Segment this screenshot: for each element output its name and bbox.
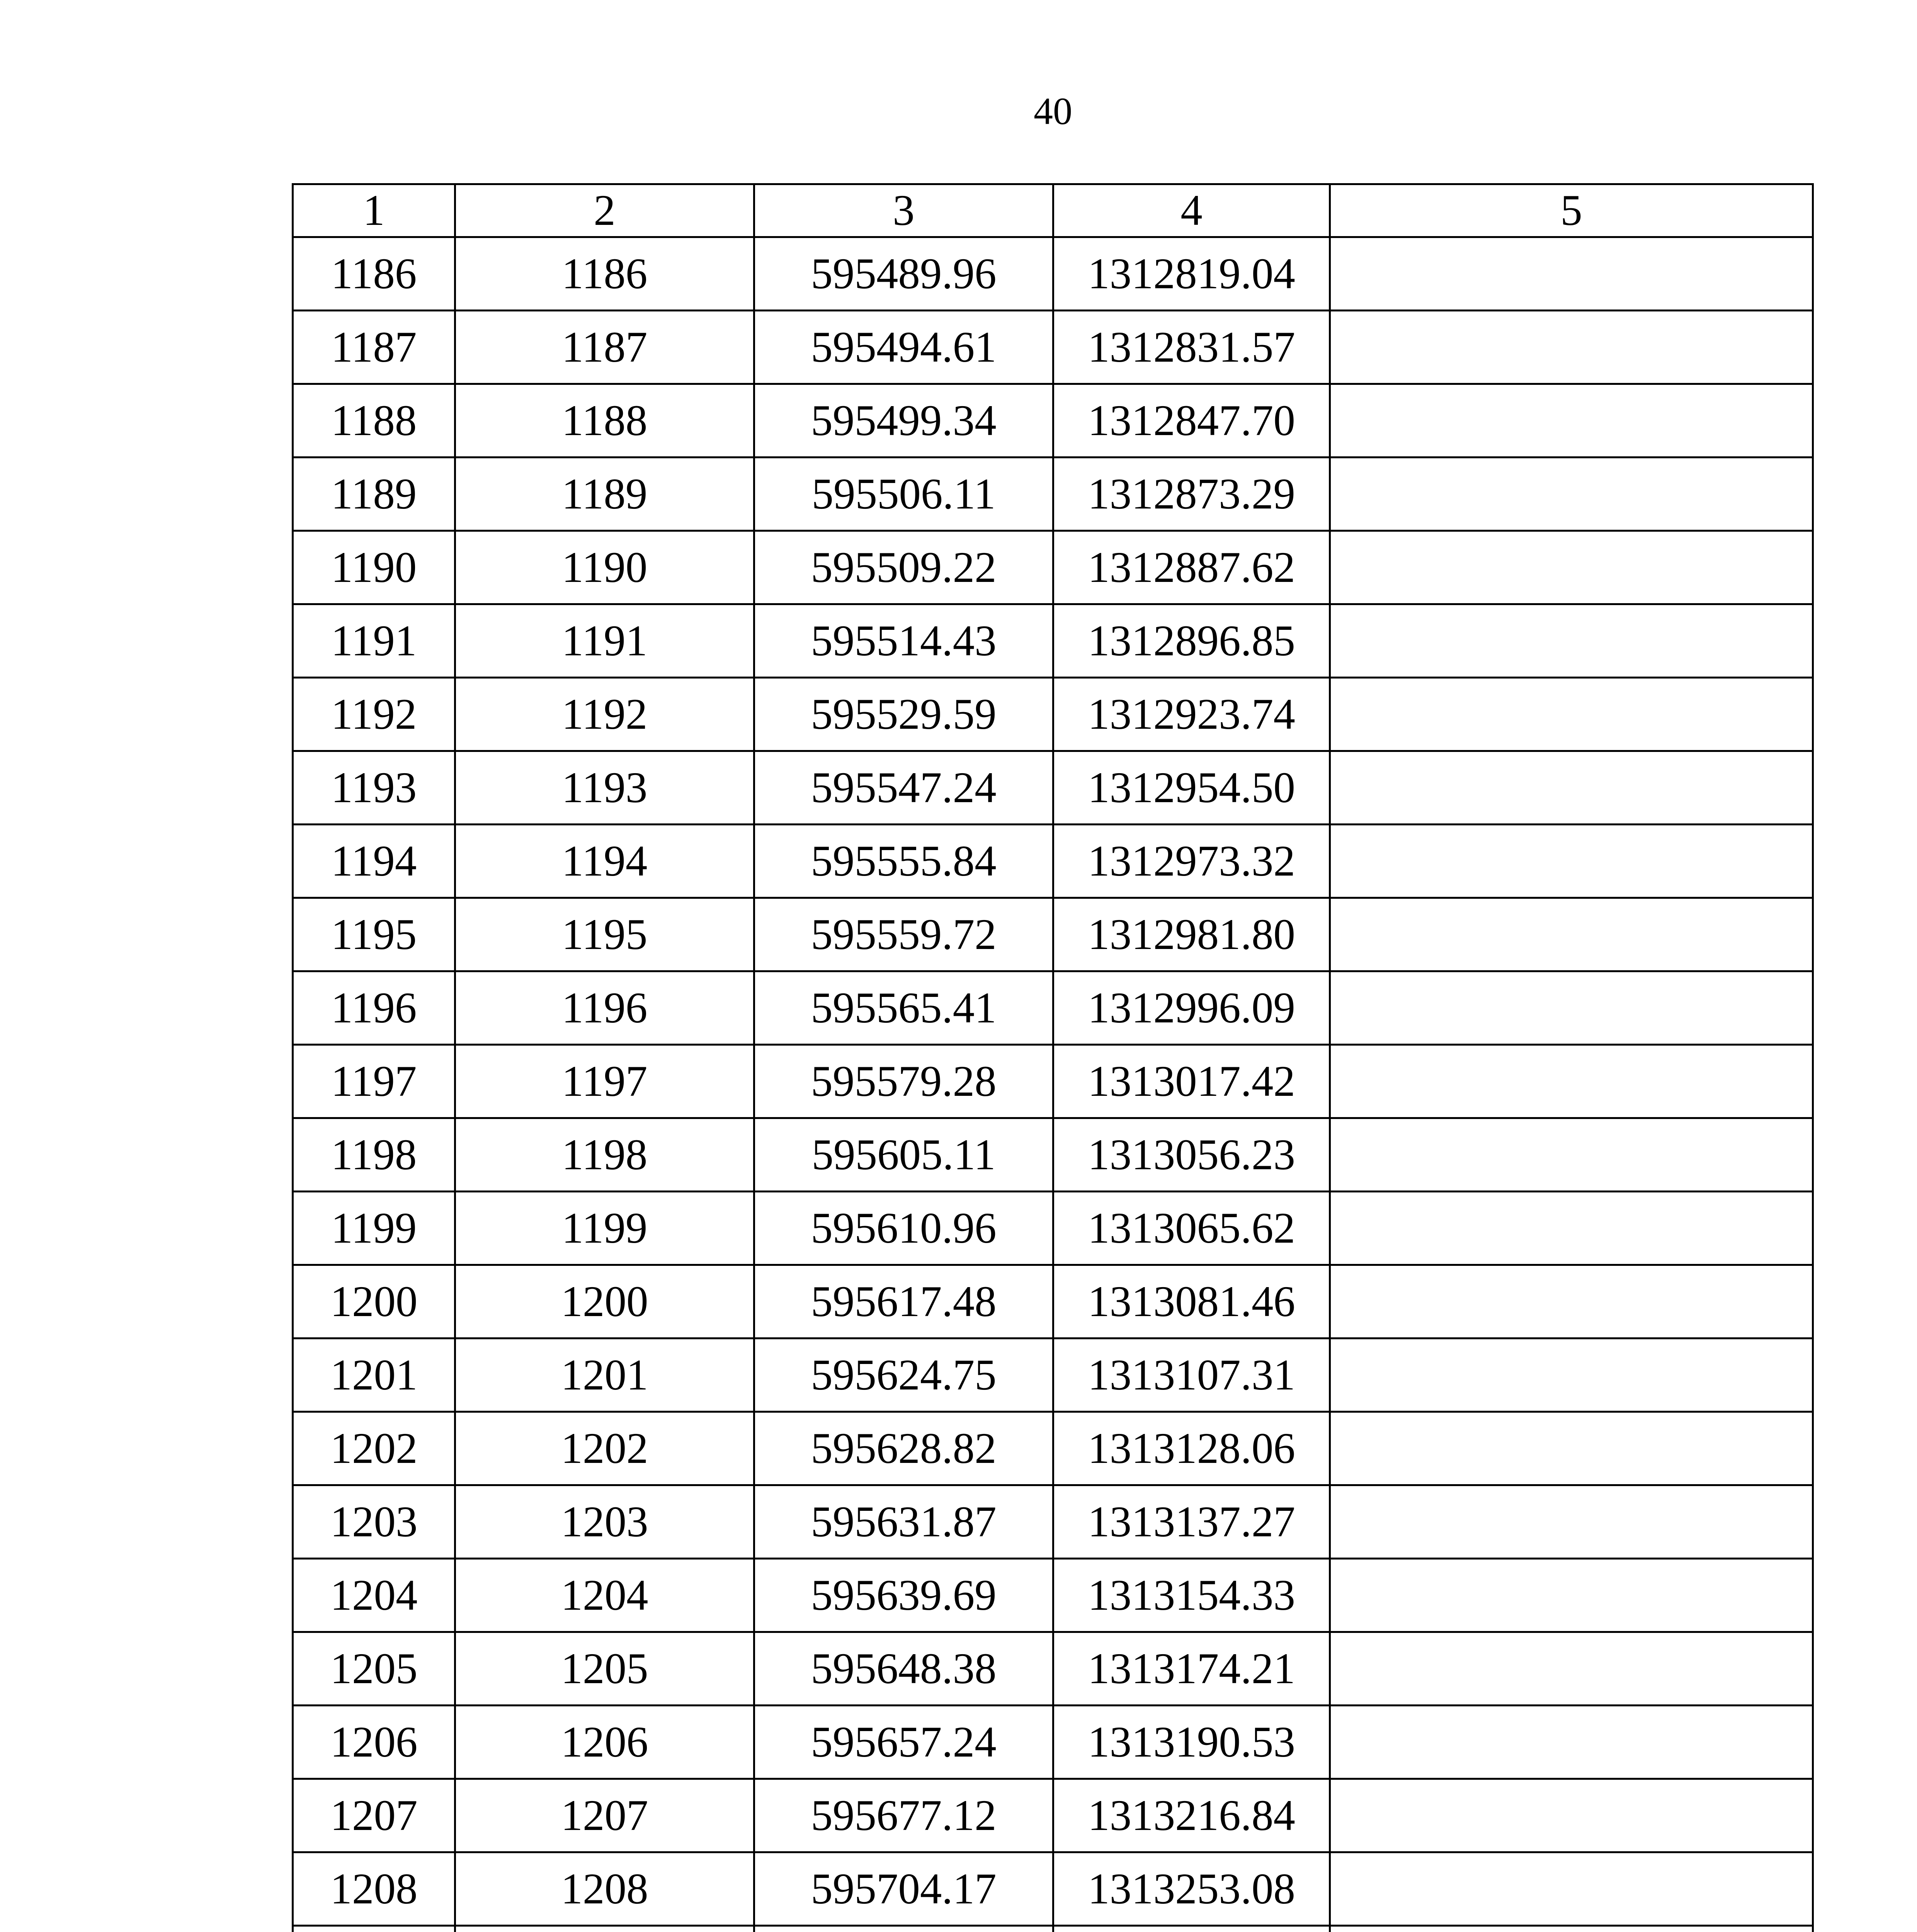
cell-note — [1330, 1706, 1813, 1779]
cell-point-number: 1204 — [293, 1559, 455, 1632]
cell-coordinate-y: 1312973.32 — [1053, 825, 1330, 898]
cell-point-number: 1206 — [293, 1706, 455, 1779]
cell-point-id: 1190 — [455, 531, 754, 604]
cell-note — [1330, 1852, 1813, 1926]
cell-note — [1330, 1338, 1813, 1412]
cell-coordinate-y: 1312896.85 — [1053, 604, 1330, 678]
cell-coordinate-y: 1313056.23 — [1053, 1118, 1330, 1192]
cell-point-id: 1202 — [455, 1412, 754, 1485]
cell-note — [1330, 1412, 1813, 1485]
cell-note — [1330, 971, 1813, 1045]
cell-point-id: 1198 — [455, 1118, 754, 1192]
cell-coordinate-y: 1312873.29 — [1053, 457, 1330, 531]
table-row — [293, 1559, 1813, 1632]
cell-point-id: 1208 — [455, 1852, 754, 1926]
table-row — [293, 531, 1813, 604]
cell-coordinate-x: 595677.12 — [754, 1779, 1053, 1852]
cell-point-id: 1204 — [455, 1559, 754, 1632]
table-header — [293, 184, 1813, 237]
cell-coordinate-x: 595704.17 — [754, 1852, 1053, 1926]
cell-point-id: 1196 — [455, 971, 754, 1045]
cell-point-number: 1202 — [293, 1412, 455, 1485]
column-header-5: 5 — [1330, 184, 1813, 237]
table-row — [293, 1706, 1813, 1779]
cell-coordinate-x: 595617.48 — [754, 1265, 1053, 1338]
cell-note — [1330, 1779, 1813, 1852]
column-header-4: 4 — [1053, 184, 1330, 237]
cell-note — [1330, 457, 1813, 531]
table-row — [293, 1338, 1813, 1412]
cell-point-id: 1187 — [455, 311, 754, 384]
cell-coordinate-x: 595631.87 — [754, 1485, 1053, 1559]
cell-coordinate-x: 595547.24 — [754, 751, 1053, 825]
cell-coordinate-y: 1313065.62 — [1053, 1192, 1330, 1265]
cell-coordinate-y: 1313017.42 — [1053, 1045, 1330, 1118]
cell-coordinate-y: 1312887.62 — [1053, 531, 1330, 604]
cell-point-id: 1186 — [455, 237, 754, 311]
cell-point-id: 1189 — [455, 457, 754, 531]
table-row — [293, 1265, 1813, 1338]
cell-coordinate-x: 595628.82 — [754, 1412, 1053, 1485]
table-body — [293, 237, 1813, 1932]
table-row — [293, 604, 1813, 678]
cell-coordinate-x: 595506.11 — [754, 457, 1053, 531]
cell-note — [1330, 1632, 1813, 1706]
column-header-2: 2 — [455, 184, 754, 237]
cell-coordinate-x: 595494.61 — [754, 311, 1053, 384]
cell-point-id: 1192 — [455, 678, 754, 751]
table-row — [293, 678, 1813, 751]
table-row — [293, 1045, 1813, 1118]
cell-point-id: 1194 — [455, 825, 754, 898]
cell-note — [1330, 1265, 1813, 1338]
cell-coordinate-x — [754, 1926, 1053, 1932]
cell-point-id: 1195 — [455, 898, 754, 971]
cell-coordinate-x: 595579.28 — [754, 1045, 1053, 1118]
page-number: 40 — [1034, 90, 1072, 133]
table-row — [293, 898, 1813, 971]
cell-note — [1330, 825, 1813, 898]
cell-coordinate-x: 595648.38 — [754, 1632, 1053, 1706]
cell-coordinate-y: 1313128.06 — [1053, 1412, 1330, 1485]
cell-point-number: 1190 — [293, 531, 455, 604]
cell-coordinate-y: 1312981.80 — [1053, 898, 1330, 971]
cell-coordinate-x: 595657.24 — [754, 1706, 1053, 1779]
cell-coordinate-x: 595499.34 — [754, 384, 1053, 457]
cell-coordinate-x: 595639.69 — [754, 1559, 1053, 1632]
table-row — [293, 1192, 1813, 1265]
cell-coordinate-y: 1313081.46 — [1053, 1265, 1330, 1338]
cell-coordinate-x: 595624.75 — [754, 1338, 1053, 1412]
cell-coordinate-y: 1312923.74 — [1053, 678, 1330, 751]
cell-point-number: 1186 — [293, 237, 455, 311]
table-row — [293, 457, 1813, 531]
cell-note — [1330, 678, 1813, 751]
cell-point-id: 1199 — [455, 1192, 754, 1265]
cell-point-number: 1189 — [293, 457, 455, 531]
cell-point-number: 1199 — [293, 1192, 455, 1265]
cell-coordinate-x: 595514.43 — [754, 604, 1053, 678]
cell-point-id: 1188 — [455, 384, 754, 457]
cell-note — [1330, 1926, 1813, 1932]
cell-coordinate-y: 1313174.21 — [1053, 1632, 1330, 1706]
cell-point-id: 1191 — [455, 604, 754, 678]
table-row — [293, 1852, 1813, 1926]
cell-point-id: 1201 — [455, 1338, 754, 1412]
table-row — [293, 237, 1813, 311]
cell-point-number — [293, 1926, 455, 1932]
table-row — [293, 1779, 1813, 1852]
cell-note — [1330, 604, 1813, 678]
cell-point-number: 1205 — [293, 1632, 455, 1706]
cell-note — [1330, 384, 1813, 457]
cell-point-number: 1191 — [293, 604, 455, 678]
cell-coordinate-x: 595489.96 — [754, 237, 1053, 311]
cell-point-id: 1207 — [455, 1779, 754, 1852]
cell-note — [1330, 237, 1813, 311]
cell-point-id — [455, 1926, 754, 1932]
coordinates-table — [292, 183, 1814, 1932]
cell-point-id: 1206 — [455, 1706, 754, 1779]
cell-coordinate-x: 595555.84 — [754, 825, 1053, 898]
cell-note — [1330, 1485, 1813, 1559]
cell-note — [1330, 751, 1813, 825]
cell-coordinate-y: 1313216.84 — [1053, 1779, 1330, 1852]
cell-coordinate-y: 1312819.04 — [1053, 237, 1330, 311]
table-row — [293, 1485, 1813, 1559]
cell-point-number: 1187 — [293, 311, 455, 384]
cell-point-number: 1207 — [293, 1779, 455, 1852]
cell-point-number: 1188 — [293, 384, 455, 457]
table-row — [293, 751, 1813, 825]
cell-coordinate-x: 595610.96 — [754, 1192, 1053, 1265]
cell-note — [1330, 1045, 1813, 1118]
cell-note — [1330, 311, 1813, 384]
cell-note — [1330, 1559, 1813, 1632]
cell-note — [1330, 531, 1813, 604]
cell-coordinate-y — [1053, 1926, 1330, 1932]
table-row — [293, 1632, 1813, 1706]
cell-point-number: 1201 — [293, 1338, 455, 1412]
cell-point-number: 1203 — [293, 1485, 455, 1559]
cell-point-id: 1197 — [455, 1045, 754, 1118]
cell-note — [1330, 898, 1813, 971]
cell-point-id: 1203 — [455, 1485, 754, 1559]
column-header-3: 3 — [754, 184, 1053, 237]
cell-point-number: 1208 — [293, 1852, 455, 1926]
cell-coordinate-y: 1313253.08 — [1053, 1852, 1330, 1926]
cell-coordinate-x: 595605.11 — [754, 1118, 1053, 1192]
cell-coordinate-y: 1313154.33 — [1053, 1559, 1330, 1632]
table-row — [293, 1926, 1813, 1932]
column-header-1: 1 — [293, 184, 455, 237]
cell-coordinate-x: 595529.59 — [754, 678, 1053, 751]
header-row — [293, 184, 1813, 237]
cell-coordinate-y: 1313107.31 — [1053, 1338, 1330, 1412]
cell-point-number: 1195 — [293, 898, 455, 971]
cell-coordinate-y: 1312831.57 — [1053, 311, 1330, 384]
table-row — [293, 311, 1813, 384]
table-row — [293, 384, 1813, 457]
cell-point-number: 1200 — [293, 1265, 455, 1338]
cell-point-id: 1205 — [455, 1632, 754, 1706]
table-row — [293, 971, 1813, 1045]
cell-coordinate-x: 595509.22 — [754, 531, 1053, 604]
cell-note — [1330, 1118, 1813, 1192]
cell-point-number: 1193 — [293, 751, 455, 825]
cell-coordinate-y: 1313137.27 — [1053, 1485, 1330, 1559]
cell-point-number: 1194 — [293, 825, 455, 898]
cell-point-id: 1200 — [455, 1265, 754, 1338]
cell-point-number: 1197 — [293, 1045, 455, 1118]
cell-point-number: 1192 — [293, 678, 455, 751]
cell-point-id: 1193 — [455, 751, 754, 825]
cell-point-number: 1196 — [293, 971, 455, 1045]
cell-coordinate-x: 595565.41 — [754, 971, 1053, 1045]
table-row — [293, 825, 1813, 898]
table-row — [293, 1412, 1813, 1485]
cell-coordinate-y: 1313190.53 — [1053, 1706, 1330, 1779]
cell-coordinate-x: 595559.72 — [754, 898, 1053, 971]
cell-coordinate-y: 1312847.70 — [1053, 384, 1330, 457]
table-row — [293, 1118, 1813, 1192]
cell-coordinate-y: 1312996.09 — [1053, 971, 1330, 1045]
cell-point-number: 1198 — [293, 1118, 455, 1192]
cell-coordinate-y: 1312954.50 — [1053, 751, 1330, 825]
cell-note — [1330, 1192, 1813, 1265]
